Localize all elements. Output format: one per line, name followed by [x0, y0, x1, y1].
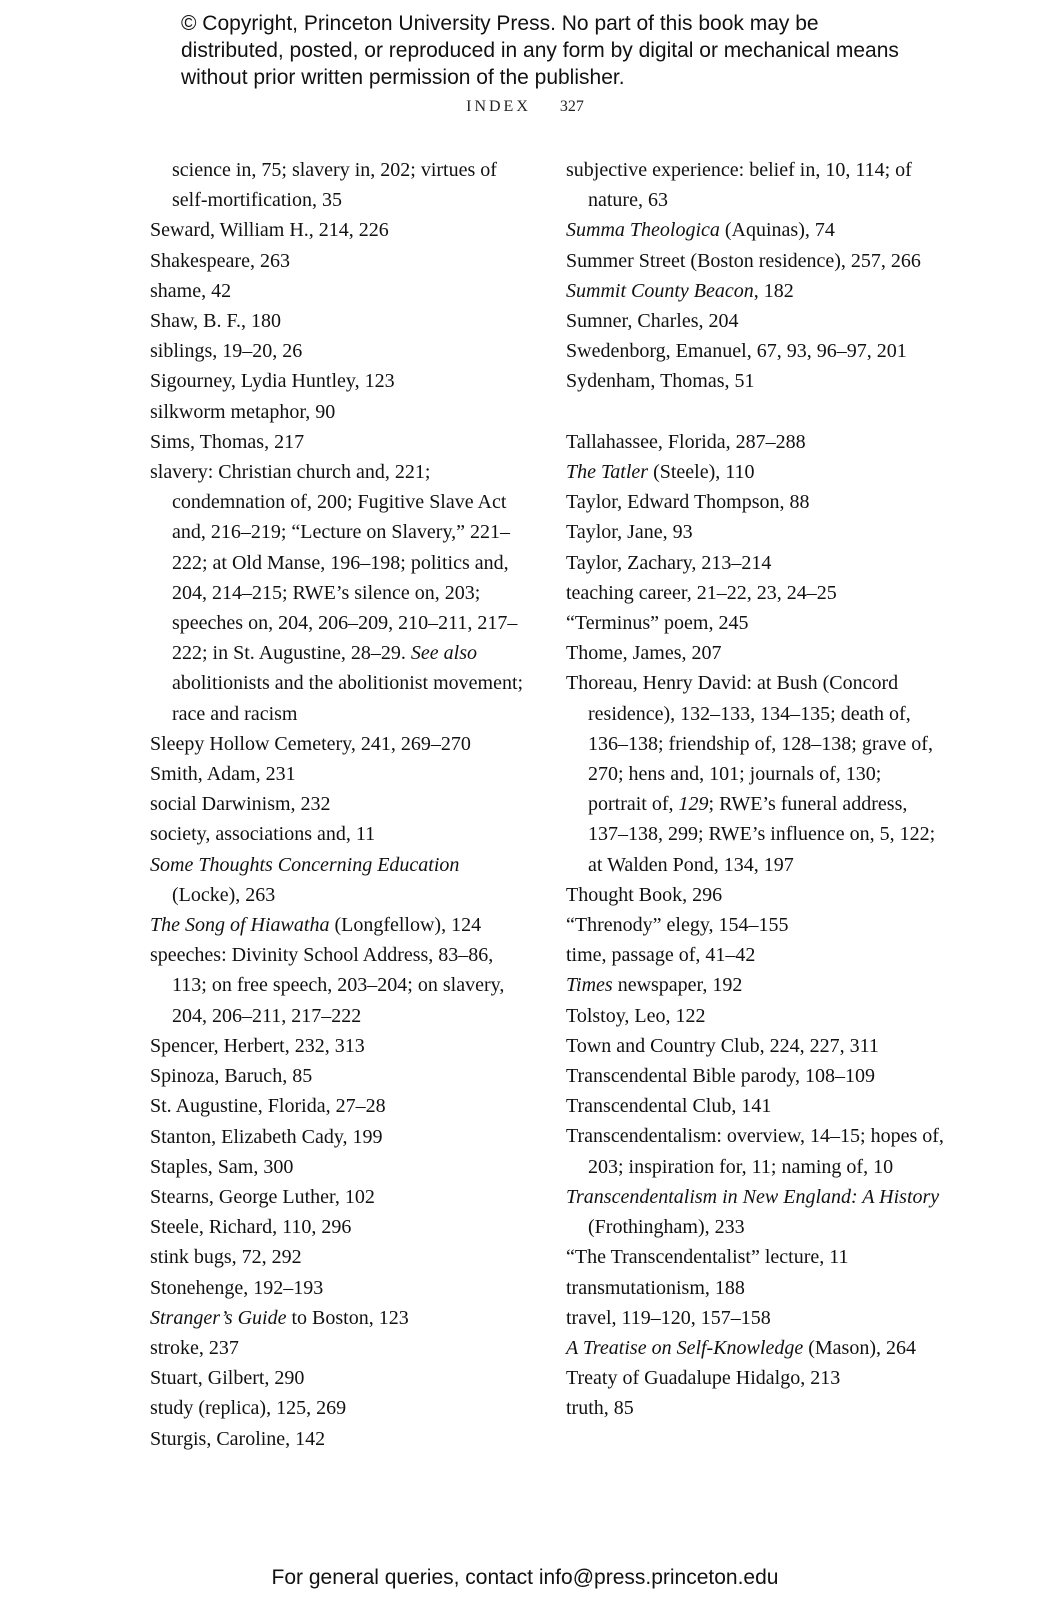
index-entry — [566, 1393, 944, 1423]
index-entry-text: Taylor, Jane, 93 — [566, 521, 693, 544]
index-entry-text: Swedenborg, Emanuel, 67, 93, 96–97, 201 — [566, 340, 907, 363]
index-entry-text: to Boston, 123 — [286, 1306, 409, 1329]
index-entry-text: slavery: Christian church and, 221; condemnation of, 200; Fugitive Slave Act and, 216–219; “Lecture on Slavery,” 221–222; at Old Manse, 196–198; politics and, 204, 214–215; RWE’s silence on, 203; speeches on, 204, 206–209, 210–211, 217–222; in St. Augustine, 28–29. — [150, 461, 518, 665]
index-entry-text: silkworm metaphor, 90 — [150, 400, 336, 423]
index-entry — [566, 608, 944, 638]
index-entry-text: (Longfellow), 124 — [329, 914, 482, 937]
index-entry-italic: The Song of Hiawatha — [150, 914, 330, 937]
index-entry — [566, 1001, 944, 1031]
index-entry — [150, 1393, 528, 1423]
index-entry — [566, 1333, 944, 1363]
index-entry-text: stroke, 237 — [150, 1336, 239, 1359]
index-entry-text: Sleepy Hollow Cemetery, 241, 269–270 — [150, 732, 471, 755]
index-entry-text: social Darwinism, 232 — [150, 793, 331, 816]
index-entry-text: Taylor, Edward Thompson, 88 — [566, 491, 810, 514]
index-entry-text: siblings, 19–20, 26 — [150, 340, 303, 363]
index-entry — [566, 970, 944, 1000]
index-entry — [150, 457, 528, 729]
index-entry — [150, 397, 528, 427]
index-entry-text: (Frothingham), 233 — [588, 1216, 745, 1239]
index-entry — [150, 246, 528, 276]
index-entry — [150, 1031, 528, 1061]
index-entry — [566, 457, 944, 487]
index-entry-text: Sturgis, Caroline, 142 — [150, 1427, 326, 1450]
index-entry — [566, 155, 944, 215]
index-entry-text: Staples, Sam, 300 — [150, 1155, 294, 1178]
index-entry-italic: See also — [410, 642, 477, 665]
index-entry-italic: Times — [566, 974, 613, 997]
index-entry — [150, 1061, 528, 1091]
index-entry-text: abolitionists and the abolitionist movement; race and racism — [172, 672, 524, 725]
index-entry — [150, 1152, 528, 1182]
index-entry — [566, 668, 944, 879]
index-entry — [566, 880, 944, 910]
index-entry-text: science in, 75; slavery in, 202; virtues of self-mortification, 35 — [172, 159, 497, 212]
index-entry-text: Thoreau, Henry David: at Bush (Concord residence), 132–133, 134–135; death of, 136–138; friendship of, 128–138; grave of, 270; hens and, 101; journals of, 130; portrait of, — [566, 672, 933, 816]
index-entry — [566, 548, 944, 578]
index-entry — [566, 427, 944, 457]
index-entry — [150, 940, 528, 1031]
index-entry — [150, 1091, 528, 1121]
index-entry-text: Thome, James, 207 — [566, 642, 722, 665]
index-entry-italic: A Treatise on Self-Knowledge — [566, 1336, 804, 1359]
index-entry-text: Stearns, George Luther, 102 — [150, 1185, 375, 1208]
index-entry — [150, 1273, 528, 1303]
index-entry-italic: Stranger’s Guide — [150, 1306, 287, 1329]
copyright-notice: © Copyright, Princeton University Press. No part of this book may be distributed, posted, or reproduced in any form by digital or mechanical means without prior written permission of the publisher. — [181, 12, 899, 89]
index-entry-italic: The Tatler — [566, 461, 649, 484]
index-entry-text: (Aquinas), 74 — [719, 219, 835, 242]
index-entry-text: Seward, William H., 214, 226 — [150, 219, 389, 242]
index-entry — [566, 1273, 944, 1303]
index-entry — [150, 1424, 528, 1454]
index-entry-text: (Steele), 110 — [648, 461, 755, 484]
index-entry — [150, 276, 528, 306]
index-entry — [566, 487, 944, 517]
index-entry-text: Thought Book, 296 — [566, 883, 723, 906]
index-entry-text: stink bugs, 72, 292 — [150, 1246, 302, 1269]
index-entry-text: truth, 85 — [566, 1397, 634, 1420]
index-entry-text: subjective experience: belief in, 10, 114; of nature, 63 — [566, 159, 912, 212]
index-entry — [566, 1031, 944, 1061]
index-entry-text: Sigourney, Lydia Huntley, 123 — [150, 370, 395, 393]
index-entry-text: “Threnody” elegy, 154–155 — [566, 914, 789, 937]
index-entry — [566, 1061, 944, 1091]
index-entry-text: newspaper, 192 — [612, 974, 743, 997]
index-entry-text: teaching career, 21–22, 23, 24–25 — [566, 581, 837, 604]
index-entry-text: Smith, Adam, 231 — [150, 763, 296, 786]
index-entry-text: St. Augustine, Florida, 27–28 — [150, 1095, 386, 1118]
index-entry-text: Stanton, Elizabeth Cady, 199 — [150, 1125, 383, 1148]
index-entry-text: Transcendental Bible parody, 108–109 — [566, 1065, 876, 1088]
index-entry-text: ; RWE’s funeral address, 137–138, 299; RWE’s influence on, 5, 122; at Walden Pond, 134, 197 — [588, 793, 936, 876]
index-entry — [150, 1363, 528, 1393]
index-entry — [566, 1121, 944, 1181]
index-entry-text: Town and Country Club, 224, 227, 311 — [566, 1034, 879, 1057]
index-entry — [150, 215, 528, 245]
index-entry — [150, 850, 528, 910]
index-entry — [150, 1303, 528, 1333]
index-entry-text: Stonehenge, 192–193 — [150, 1276, 324, 1299]
index-entry — [566, 336, 944, 366]
index-entry — [566, 940, 944, 970]
index-entry — [566, 638, 944, 668]
index-entry-text: Transcendental Club, 141 — [566, 1095, 772, 1118]
index-entry — [150, 1212, 528, 1242]
index-entry-text: Sims, Thomas, 217 — [150, 430, 305, 453]
index-entry-text: Sumner, Charles, 204 — [566, 310, 739, 333]
index-entry-text: Stuart, Gilbert, 290 — [150, 1367, 305, 1390]
index-entry — [566, 910, 944, 940]
index-entry-text: Sydenham, Thomas, 51 — [566, 370, 755, 393]
running-head-title: INDEX — [466, 98, 531, 115]
index-entry — [566, 1091, 944, 1121]
index-entry-text: Shakespeare, 263 — [150, 249, 290, 272]
index-entry-text: “The Transcendentalist” lecture, 11 — [566, 1246, 849, 1269]
index-entry-text: time, passage of, 41–42 — [566, 944, 756, 967]
index-entry — [150, 910, 528, 940]
index-entry — [150, 1242, 528, 1272]
index-entry-text: Summer Street (Boston residence), 257, 266 — [566, 249, 921, 272]
index-entry-italic: Transcendentalism in New England: A History — [566, 1185, 940, 1208]
index-entry-text: Tolstoy, Leo, 122 — [566, 1004, 706, 1027]
index-column-right — [566, 155, 944, 1424]
index-entry-text: Spinoza, Baruch, 85 — [150, 1065, 313, 1088]
index-entry — [150, 1333, 528, 1363]
index-entry — [150, 1122, 528, 1152]
index-entry-italic: Some Thoughts Concerning Education — [150, 853, 460, 876]
index-entry-text: , 182 — [753, 279, 794, 302]
index-entry-text: Transcendentalism: overview, 14–15; hopes of, 203; inspiration for, 11; naming of, 10 — [566, 1125, 944, 1178]
index-entry-text: travel, 119–120, 157–158 — [566, 1306, 771, 1329]
index-entry-text: (Mason), 264 — [803, 1336, 916, 1359]
index-entry-text: Spencer, Herbert, 232, 313 — [150, 1034, 365, 1057]
running-head — [0, 98, 1050, 116]
index-entry-text: “Terminus” poem, 245 — [566, 612, 749, 635]
index-entry — [566, 1363, 944, 1393]
index-entry — [150, 759, 528, 789]
index-entry — [566, 276, 944, 306]
index-entry-italic: 129 — [678, 793, 709, 816]
index-entry — [566, 366, 944, 396]
index-entry-text: speeches: Divinity School Address, 83–86, 113; on free speech, 203–204; on slavery, 204, 206–211, 217–222 — [150, 944, 505, 1027]
index-entry — [150, 336, 528, 366]
index-entry — [566, 1242, 944, 1272]
index-entry — [566, 578, 944, 608]
index-entry-text: Treaty of Guadalupe Hidalgo, 213 — [566, 1367, 841, 1390]
index-entry-text: study (replica), 125, 269 — [150, 1397, 347, 1420]
index-entry — [566, 517, 944, 547]
index-entry — [566, 306, 944, 336]
index-entry — [150, 729, 528, 759]
index-entry — [566, 1182, 944, 1242]
index-entry — [150, 789, 528, 819]
index-entry — [150, 306, 528, 336]
index-entry — [150, 366, 528, 396]
index-entry — [566, 215, 944, 245]
index-entry — [150, 1182, 528, 1212]
index-entry-text: Steele, Richard, 110, 296 — [150, 1216, 352, 1239]
index-entry-text: society, associations and, 11 — [150, 823, 376, 846]
footer-contact: For general queries, contact info@press.princeton.edu — [271, 1566, 779, 1589]
index-entry-italic: Summa Theologica — [566, 219, 720, 242]
index-entry — [150, 819, 528, 849]
index-entry-text: Taylor, Zachary, 213–214 — [566, 551, 772, 574]
index-entry-italic: Summit County Beacon — [566, 279, 754, 302]
index-entry-text: Tallahassee, Florida, 287–288 — [566, 430, 806, 453]
index-entry — [566, 1303, 944, 1333]
index-entry — [566, 246, 944, 276]
index-entry-text: Shaw, B. F., 180 — [150, 310, 282, 333]
index-entry — [150, 427, 528, 457]
index-entry-text: transmutationism, 188 — [566, 1276, 745, 1299]
page-number: 327 — [559, 98, 584, 115]
index-column-left — [150, 155, 528, 1454]
index-entry — [150, 155, 528, 215]
index-entry-text: shame, 42 — [150, 279, 232, 302]
index-entry-text: (Locke), 263 — [172, 883, 276, 906]
